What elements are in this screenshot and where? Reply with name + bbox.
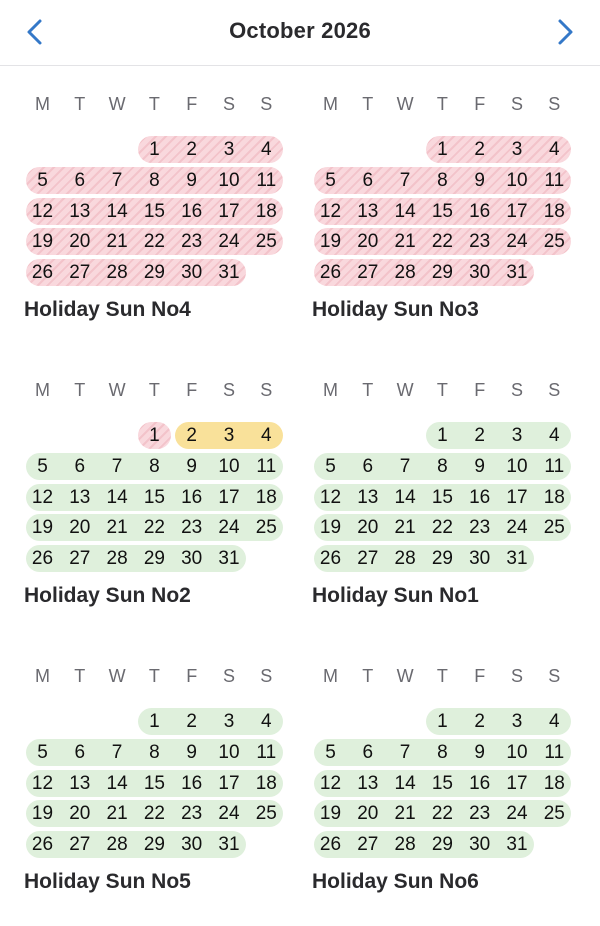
- day-cell[interactable]: 11: [256, 169, 277, 191]
- month-header: [0, 0, 600, 66]
- day-cell[interactable]: 2: [186, 711, 197, 732]
- weekday-label: S: [222, 380, 235, 400]
- day-cell[interactable]: 31: [506, 548, 528, 570]
- day-cell[interactable]: 16: [181, 772, 203, 794]
- day-cell[interactable]: 1: [437, 425, 448, 446]
- day-cell[interactable]: 26: [319, 548, 342, 570]
- day-cell[interactable]: 15: [143, 200, 165, 222]
- day-cell[interactable]: 1: [437, 139, 448, 160]
- day-cell[interactable]: 6: [362, 741, 374, 763]
- day-cell[interactable]: 21: [394, 231, 416, 253]
- weekday-label: M: [35, 380, 50, 400]
- day-cell[interactable]: 24: [218, 803, 240, 825]
- day-cell[interactable]: 11: [544, 169, 565, 191]
- day-cell[interactable]: 14: [394, 486, 416, 508]
- weekday-label: F: [186, 94, 198, 114]
- day-cell[interactable]: 21: [394, 803, 416, 825]
- day-cell[interactable]: 19: [319, 231, 342, 253]
- day-cell[interactable]: 21: [106, 803, 128, 825]
- weekday-label: S: [222, 94, 235, 114]
- day-cell[interactable]: 31: [506, 834, 528, 856]
- weekday-label: T: [436, 380, 448, 400]
- day-cell[interactable]: 7: [399, 169, 411, 191]
- day-cell[interactable]: 10: [506, 169, 528, 191]
- day-cell[interactable]: 2: [186, 425, 197, 446]
- holiday-calendar[interactable]: [24, 666, 286, 926]
- day-cell[interactable]: 12: [319, 772, 342, 794]
- weekday-label: T: [148, 666, 160, 686]
- day-cell[interactable]: 30: [181, 262, 203, 284]
- day-cell[interactable]: 27: [69, 834, 91, 856]
- weekday-label: F: [474, 666, 486, 686]
- day-cell[interactable]: 17: [218, 200, 240, 222]
- day-cell[interactable]: 29: [431, 834, 453, 856]
- weekday-label: T: [362, 380, 374, 400]
- day-cell[interactable]: 7: [111, 169, 123, 191]
- day-cell[interactable]: 9: [474, 169, 485, 191]
- day-cell[interactable]: 12: [319, 486, 342, 508]
- weekday-label: S: [222, 666, 235, 686]
- day-cell[interactable]: 14: [106, 486, 128, 508]
- day-cell[interactable]: 3: [511, 139, 523, 160]
- day-cell[interactable]: 11: [256, 741, 277, 763]
- day-cell[interactable]: 21: [394, 517, 416, 539]
- weekday-label: S: [260, 94, 273, 114]
- day-cell[interactable]: 31: [506, 262, 528, 284]
- day-cell[interactable]: 15: [143, 772, 165, 794]
- day-cell[interactable]: 21: [106, 517, 128, 539]
- holiday-calendar[interactable]: [312, 666, 574, 926]
- day-cell[interactable]: 21: [106, 231, 128, 253]
- day-cell[interactable]: 8: [437, 455, 448, 477]
- weekday-label: F: [474, 94, 486, 114]
- weekday-label: T: [74, 380, 86, 400]
- day-cell[interactable]: 24: [218, 231, 240, 253]
- weekday-label: T: [74, 666, 86, 686]
- day-cell[interactable]: 12: [31, 772, 54, 794]
- day-cell[interactable]: 7: [111, 455, 123, 477]
- day-cell[interactable]: 28: [394, 262, 416, 284]
- day-cell[interactable]: 29: [143, 262, 165, 284]
- day-cell[interactable]: 22: [431, 517, 453, 539]
- day-cell[interactable]: 6: [362, 169, 374, 191]
- weekday-label: S: [260, 380, 273, 400]
- day-cell[interactable]: 7: [399, 741, 411, 763]
- day-cell[interactable]: 15: [431, 772, 453, 794]
- day-cell[interactable]: 26: [31, 262, 54, 284]
- day-cell[interactable]: 24: [506, 517, 528, 539]
- day-cell[interactable]: 31: [218, 262, 240, 284]
- day-cell[interactable]: 27: [69, 548, 91, 570]
- day-cell[interactable]: 2: [474, 139, 485, 160]
- day-cell[interactable]: 13: [357, 200, 379, 222]
- day-cell[interactable]: 19: [31, 231, 54, 253]
- weekday-label: F: [186, 380, 198, 400]
- day-cell[interactable]: 5: [37, 741, 48, 763]
- calendar-name: Holiday Sun No4: [24, 298, 191, 321]
- day-cell[interactable]: 20: [357, 803, 379, 825]
- day-cell[interactable]: 9: [186, 169, 197, 191]
- day-cell[interactable]: 14: [394, 200, 416, 222]
- day-cell[interactable]: 14: [106, 200, 128, 222]
- day-cell[interactable]: 18: [255, 486, 277, 508]
- day-cell[interactable]: 24: [506, 231, 528, 253]
- day-cell[interactable]: 6: [74, 169, 86, 191]
- weekday-label: T: [436, 94, 448, 114]
- day-cell[interactable]: 16: [181, 200, 203, 222]
- day-cell[interactable]: 26: [31, 548, 54, 570]
- day-cell[interactable]: 4: [549, 425, 560, 446]
- day-cell[interactable]: 16: [469, 486, 491, 508]
- day-cell[interactable]: 16: [181, 486, 203, 508]
- day-cell[interactable]: 23: [181, 517, 203, 539]
- day-cell[interactable]: 23: [469, 231, 491, 253]
- weekday-label: W: [108, 380, 126, 400]
- day-cell[interactable]: 3: [511, 425, 523, 446]
- day-cell[interactable]: 10: [506, 741, 528, 763]
- day-cell[interactable]: 5: [37, 169, 48, 191]
- day-cell[interactable]: 17: [218, 772, 240, 794]
- day-cell[interactable]: 19: [31, 803, 54, 825]
- day-cell[interactable]: 22: [143, 517, 165, 539]
- day-cell[interactable]: 4: [261, 425, 272, 446]
- day-cell[interactable]: 9: [186, 455, 197, 477]
- day-cell[interactable]: 5: [325, 169, 336, 191]
- day-cell[interactable]: 26: [319, 262, 342, 284]
- day-cell[interactable]: 13: [69, 200, 91, 222]
- weekday-label: F: [186, 666, 198, 686]
- day-cell[interactable]: 22: [431, 231, 453, 253]
- weekday-label: S: [548, 94, 561, 114]
- day-cell[interactable]: 7: [111, 741, 123, 763]
- weekday-label: M: [323, 94, 338, 114]
- holiday-calendar[interactable]: [24, 380, 286, 640]
- day-cell[interactable]: 24: [218, 517, 240, 539]
- day-cell[interactable]: 28: [106, 262, 128, 284]
- weekday-label: S: [510, 94, 523, 114]
- weekday-label: T: [74, 94, 86, 114]
- day-cell[interactable]: 5: [325, 741, 336, 763]
- day-cell[interactable]: 8: [149, 169, 160, 191]
- next-month-button[interactable]: [546, 14, 586, 50]
- day-cell[interactable]: 17: [218, 486, 240, 508]
- calendar-name: Holiday Sun No1: [312, 584, 479, 607]
- day-cell[interactable]: 18: [543, 486, 565, 508]
- weekday-label: T: [436, 666, 448, 686]
- day-cell[interactable]: 19: [319, 803, 342, 825]
- day-cell[interactable]: 27: [357, 548, 379, 570]
- day-cell[interactable]: 20: [357, 231, 379, 253]
- day-cell[interactable]: 26: [319, 834, 342, 856]
- weekday-label: M: [323, 666, 338, 686]
- day-cell[interactable]: 25: [255, 803, 277, 825]
- day-cell[interactable]: 28: [394, 548, 416, 570]
- day-cell[interactable]: 30: [469, 262, 491, 284]
- day-cell[interactable]: 13: [357, 486, 379, 508]
- day-cell[interactable]: 26: [31, 834, 54, 856]
- day-cell[interactable]: 12: [319, 200, 342, 222]
- weekday-label: F: [474, 380, 486, 400]
- day-cell[interactable]: 27: [357, 834, 379, 856]
- day-cell[interactable]: 13: [69, 772, 91, 794]
- day-cell[interactable]: 9: [474, 455, 485, 477]
- day-cell[interactable]: 10: [218, 741, 240, 763]
- weekday-label: S: [510, 380, 523, 400]
- day-cell[interactable]: 30: [469, 548, 491, 570]
- day-cell[interactable]: 11: [544, 741, 565, 763]
- day-cell[interactable]: 10: [218, 169, 240, 191]
- day-cell[interactable]: 25: [543, 231, 565, 253]
- day-cell[interactable]: 3: [223, 139, 235, 160]
- day-cell[interactable]: 29: [143, 548, 165, 570]
- day-cell[interactable]: 10: [218, 455, 240, 477]
- day-cell[interactable]: 14: [106, 772, 128, 794]
- day-cell[interactable]: 16: [469, 200, 491, 222]
- day-cell[interactable]: 28: [106, 548, 128, 570]
- day-cell[interactable]: 25: [255, 231, 277, 253]
- day-cell[interactable]: 20: [357, 517, 379, 539]
- weekday-label: T: [362, 94, 374, 114]
- weekday-label: T: [148, 380, 160, 400]
- day-cell[interactable]: 13: [357, 772, 379, 794]
- day-cell[interactable]: 12: [31, 486, 54, 508]
- day-cell[interactable]: 20: [69, 517, 91, 539]
- day-cell[interactable]: 6: [74, 455, 86, 477]
- day-cell[interactable]: 9: [474, 741, 485, 763]
- day-cell[interactable]: 29: [143, 834, 165, 856]
- day-cell[interactable]: 25: [543, 803, 565, 825]
- day-cell[interactable]: 4: [549, 139, 560, 160]
- day-cell[interactable]: 18: [255, 200, 277, 222]
- day-cell[interactable]: 9: [186, 741, 197, 763]
- day-cell[interactable]: 30: [181, 834, 203, 856]
- calendar-name: Holiday Sun No5: [24, 870, 191, 893]
- weekday-label: S: [510, 666, 523, 686]
- day-cell[interactable]: 22: [143, 803, 165, 825]
- day-cell[interactable]: 23: [181, 803, 203, 825]
- day-cell[interactable]: 12: [31, 200, 54, 222]
- day-cell[interactable]: 20: [69, 231, 91, 253]
- day-cell[interactable]: 15: [143, 486, 165, 508]
- day-cell[interactable]: 15: [431, 486, 453, 508]
- calendar-name: Holiday Sun No2: [24, 584, 191, 607]
- weekday-label: M: [35, 666, 50, 686]
- day-cell[interactable]: 25: [255, 517, 277, 539]
- day-cell[interactable]: 28: [106, 834, 128, 856]
- weekday-label: T: [148, 94, 160, 114]
- day-cell[interactable]: 18: [543, 200, 565, 222]
- day-cell[interactable]: 27: [357, 262, 379, 284]
- day-cell[interactable]: 24: [506, 803, 528, 825]
- day-cell[interactable]: 11: [544, 455, 565, 477]
- day-cell[interactable]: 3: [511, 711, 523, 732]
- day-cell[interactable]: 1: [437, 711, 448, 732]
- day-cell[interactable]: 10: [506, 455, 528, 477]
- day-cell[interactable]: 6: [74, 741, 86, 763]
- day-cell[interactable]: 20: [69, 803, 91, 825]
- day-cell[interactable]: 22: [431, 803, 453, 825]
- day-cell[interactable]: 8: [149, 741, 160, 763]
- day-cell[interactable]: 6: [362, 455, 374, 477]
- day-cell[interactable]: 1: [149, 711, 160, 732]
- day-cell[interactable]: 19: [31, 517, 54, 539]
- day-cell[interactable]: 14: [394, 772, 416, 794]
- weekday-label: S: [260, 666, 273, 686]
- weekday-label: T: [362, 666, 374, 686]
- calendar-name: Holiday Sun No3: [312, 298, 479, 321]
- day-cell[interactable]: 29: [431, 262, 453, 284]
- day-cell[interactable]: 18: [543, 772, 565, 794]
- day-cell[interactable]: 31: [218, 548, 240, 570]
- day-cell[interactable]: 3: [223, 711, 235, 732]
- day-cell[interactable]: 30: [181, 548, 203, 570]
- day-cell[interactable]: 1: [149, 425, 160, 446]
- day-cell[interactable]: 18: [255, 772, 277, 794]
- weekday-label: S: [548, 380, 561, 400]
- day-cell[interactable]: 28: [394, 834, 416, 856]
- day-cell[interactable]: 2: [186, 139, 197, 160]
- weekday-label: M: [35, 94, 50, 114]
- day-cell[interactable]: 11: [256, 455, 277, 477]
- day-cell[interactable]: 23: [469, 803, 491, 825]
- weekday-label: W: [108, 94, 126, 114]
- day-cell[interactable]: 5: [37, 455, 48, 477]
- weekday-label: W: [396, 94, 414, 114]
- day-cell[interactable]: 30: [469, 834, 491, 856]
- day-cell[interactable]: 15: [431, 200, 453, 222]
- day-cell[interactable]: 13: [69, 486, 91, 508]
- day-cell[interactable]: 27: [69, 262, 91, 284]
- day-cell[interactable]: 23: [181, 231, 203, 253]
- day-cell[interactable]: 23: [469, 517, 491, 539]
- day-cell[interactable]: 7: [399, 455, 411, 477]
- day-cell[interactable]: 4: [549, 711, 560, 732]
- holiday-calendar[interactable]: [312, 380, 574, 640]
- day-cell[interactable]: 2: [474, 425, 485, 446]
- weekday-label: M: [323, 380, 338, 400]
- month-title: October 2026: [229, 18, 371, 43]
- weekday-label: W: [396, 380, 414, 400]
- day-cell[interactable]: 3: [223, 425, 235, 446]
- day-cell[interactable]: 8: [149, 455, 160, 477]
- holiday-calendar[interactable]: [312, 94, 574, 354]
- holiday-calendar[interactable]: [24, 94, 286, 354]
- day-cell[interactable]: 19: [319, 517, 342, 539]
- day-cell[interactable]: 5: [325, 455, 336, 477]
- day-cell[interactable]: 17: [506, 772, 528, 794]
- day-cell[interactable]: 4: [261, 711, 272, 732]
- weekday-label: W: [396, 666, 414, 686]
- calendar-name: Holiday Sun No6: [312, 870, 479, 893]
- weekday-label: S: [548, 666, 561, 686]
- chevron-right-icon: [557, 18, 575, 46]
- day-cell[interactable]: 1: [149, 139, 160, 160]
- day-cell[interactable]: 8: [437, 741, 448, 763]
- day-cell[interactable]: 29: [431, 548, 453, 570]
- day-cell[interactable]: 4: [261, 139, 272, 160]
- day-cell[interactable]: 16: [469, 772, 491, 794]
- weekday-label: W: [108, 666, 126, 686]
- day-cell[interactable]: 17: [506, 200, 528, 222]
- day-cell[interactable]: 17: [506, 486, 528, 508]
- day-cell[interactable]: 31: [218, 834, 240, 856]
- day-cell[interactable]: 25: [543, 517, 565, 539]
- day-cell[interactable]: 22: [143, 231, 165, 253]
- day-cell[interactable]: 2: [474, 711, 485, 732]
- day-cell[interactable]: 8: [437, 169, 448, 191]
